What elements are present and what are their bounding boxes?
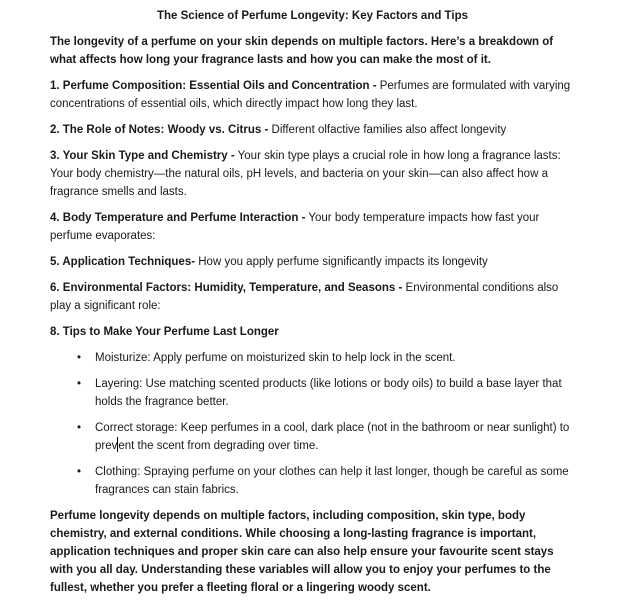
section-5-body: How you apply perfume significantly impacts its longevity	[195, 256, 488, 268]
section-5-heading: 5. Application Techniques-	[50, 256, 196, 268]
section-6-body: Environmental conditions also play a significant role:	[50, 282, 559, 312]
section-paragraph-2[interactable]	[50, 121, 575, 139]
tip-text-after-caret: ent the scent from degrading over time.	[118, 440, 319, 452]
list-item[interactable]	[50, 463, 575, 499]
section-paragraph-3[interactable]	[50, 147, 575, 201]
section-2-body: Different olfactive families also affect longevity	[268, 124, 507, 136]
list-item[interactable]	[50, 419, 575, 455]
tip-text: Layering: Use matching scented products (like lotions or body oils) to build a base layer that holds the fragrance better.	[95, 378, 562, 408]
document-title[interactable]: The Science of Perfume Longevity: Key Factors and Tips	[156, 10, 468, 22]
conclusion-paragraph[interactable]: Perfume longevity depends on multiple factors, including composition, skin type, body chemistry, and external conditions. While choosing a long-lasting fragrance is important, application techniques and proper skin care can also help ensure your favourite scent stays with you all day. Understanding these variables will allow you to enjoy your perfumes to the fullest, whether you prefer a fleeting floral or a lingering woody scent.	[50, 510, 554, 594]
tip-text: Clothing: Spraying perfume on your clothes can help it last longer, though be careful as some fragrances can stain fabrics.	[95, 466, 569, 496]
section-6-heading: 6. Environmental Factors: Humidity, Temperature, and Seasons -	[50, 282, 403, 294]
intro-paragraph[interactable]: The longevity of a perfume on your skin depends on multiple factors. Here’s a breakdown of what affects how long your fragrance lasts and how you can make the most of it.	[50, 36, 554, 66]
section-1-heading: 1. Perfume Composition: Essential Oils and Concentration -	[50, 80, 377, 92]
section-3-heading: 3. Your Skin Type and Chemistry -	[50, 150, 235, 162]
section-2-heading: 2. The Role of Notes: Woody vs. Citrus -	[50, 124, 269, 136]
section-4-body: Your body temperature impacts how fast your perfume evaporates:	[50, 212, 540, 242]
section-paragraph-5[interactable]	[50, 253, 575, 271]
section-paragraph-4[interactable]	[50, 209, 575, 245]
section-3-body: Your skin type plays a crucial role in how long a fragrance lasts: Your body chemistry—the natural oils, pH levels, and bacteria on your skin—can also affect how a fragrance smells and lasts.	[50, 150, 561, 198]
section-1-body: Perfumes are formulated with varying concentrations of essential oils, which directly impact how long they last.	[50, 80, 571, 110]
tips-heading[interactable]: 8. Tips to Make Your Perfume Last Longer	[50, 326, 279, 338]
list-item[interactable]	[50, 375, 575, 411]
list-item[interactable]	[50, 349, 575, 367]
tip-text: Moisturize: Apply perfume on moisturized skin to help lock in the scent.	[95, 352, 456, 364]
section-paragraph-6[interactable]	[50, 279, 575, 315]
tips-list	[50, 349, 575, 499]
section-paragraph-1[interactable]	[50, 77, 575, 113]
tip-text-before-caret: Correct storage: Keep perfumes in a cool, dark place (not in the bathroom or near sunlight) to prev	[95, 422, 570, 452]
section-4-heading: 4. Body Temperature and Perfume Interaction -	[50, 212, 306, 224]
